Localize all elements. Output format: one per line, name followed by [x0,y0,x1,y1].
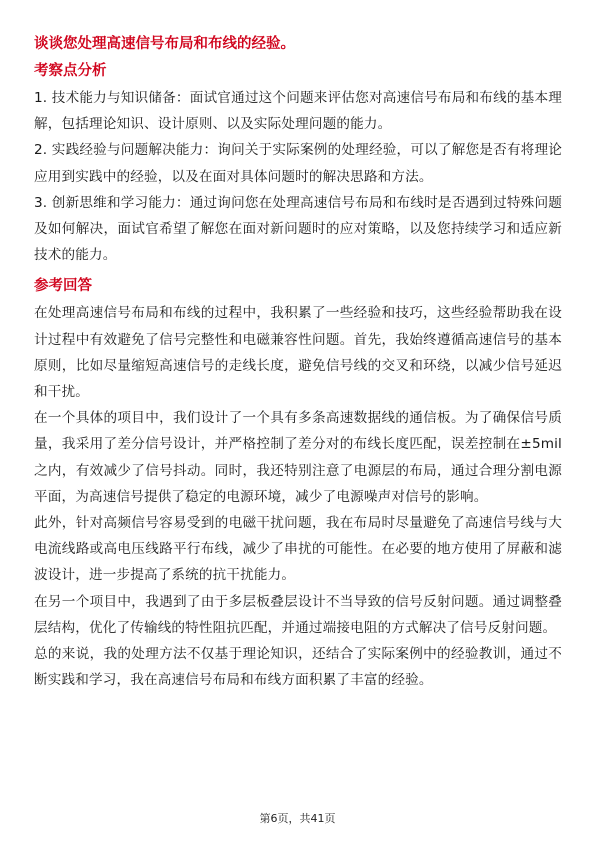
answer-paragraph-5: 总的来说，我的处理方法不仅基于理论知识，还结合了实际案例中的经验教训，通过不断实践和学习，我在高速信号布局和布线方面积累了丰富的经验。 [34,646,562,689]
analysis-item-3: 3. 创新思维和学习能力：通过询问您在处理高速信号布局和布线时是否遇到过特殊问题及如何解决，面试官希望了解您在面对新问题时的应对策略，以及您持续学习和适应新技术的能力。 [34,194,562,264]
document-page [34,34,562,693]
answer-paragraph-4: 在另一个项目中，我遇到了由于多层板叠层设计不当导致的信号反射问题。通过调整叠层结构，优化了传输线的特性阻抗匹配，并通过端接电阻的方式解决了信号反射问题。 [34,593,562,636]
analysis-item-1: 1. 技术能力与知识储备：面试官通过这个问题来评估您对高速信号布局和布线的基本理解，包括理论知识、设计原则、以及实际处理问题的能力。 [34,90,562,133]
answer-paragraph-1: 在处理高速信号布局和布线的过程中，我积累了一些经验和技巧，这些经验帮助我在设计过程中有效避免了信号完整性和电磁兼容性问题。首先，我始终遵循高速信号的基本原则，比如尽量缩短高速信号的走线长度，避免信号线的交叉和环绕，以减少信号延迟和干扰。 [34,305,562,401]
answer-section [34,300,562,693]
answer-heading: 参考回答 [34,278,92,295]
analysis-item-2: 2. 实践经验与问题解决能力：询问关于实际案例的处理经验，可以了解您是否有将理论应用到实践中的经验，以及在面对具体问题时的解决思路和方法。 [34,142,562,185]
analysis-heading: 考察点分析 [34,63,107,79]
analysis-section [34,85,562,268]
answer-paragraph-3: 此外，针对高频信号容易受到的电磁干扰问题，我在布局时尽量避免了高速信号线与大电流线路或高电压线路平行布线，减少了串扰的可能性。在必要的地方使用了屏蔽和滤波设计，进一步提高了系统的抗干扰能力。 [34,515,562,584]
question-title: 谈谈您处理高速信号布局和布线的经验。 [34,36,295,52]
answer-paragraph-2: 在一个具体的项目中，我们设计了一个具有多条高速数据线的通信板。为了确保信号质量，我采用了差分信号设计，并严格控制了差分对的布线长度匹配，误差控制在±5mil之内，有效减少了信号抖动。同时，我还特别注意了电源层的布局，通过合理分割电源平面，为高速信号提供了稳定的电源环境，减少了电源噪声对信号的影响。 [34,410,562,505]
page-number: 第6页，共41页 [259,812,336,825]
